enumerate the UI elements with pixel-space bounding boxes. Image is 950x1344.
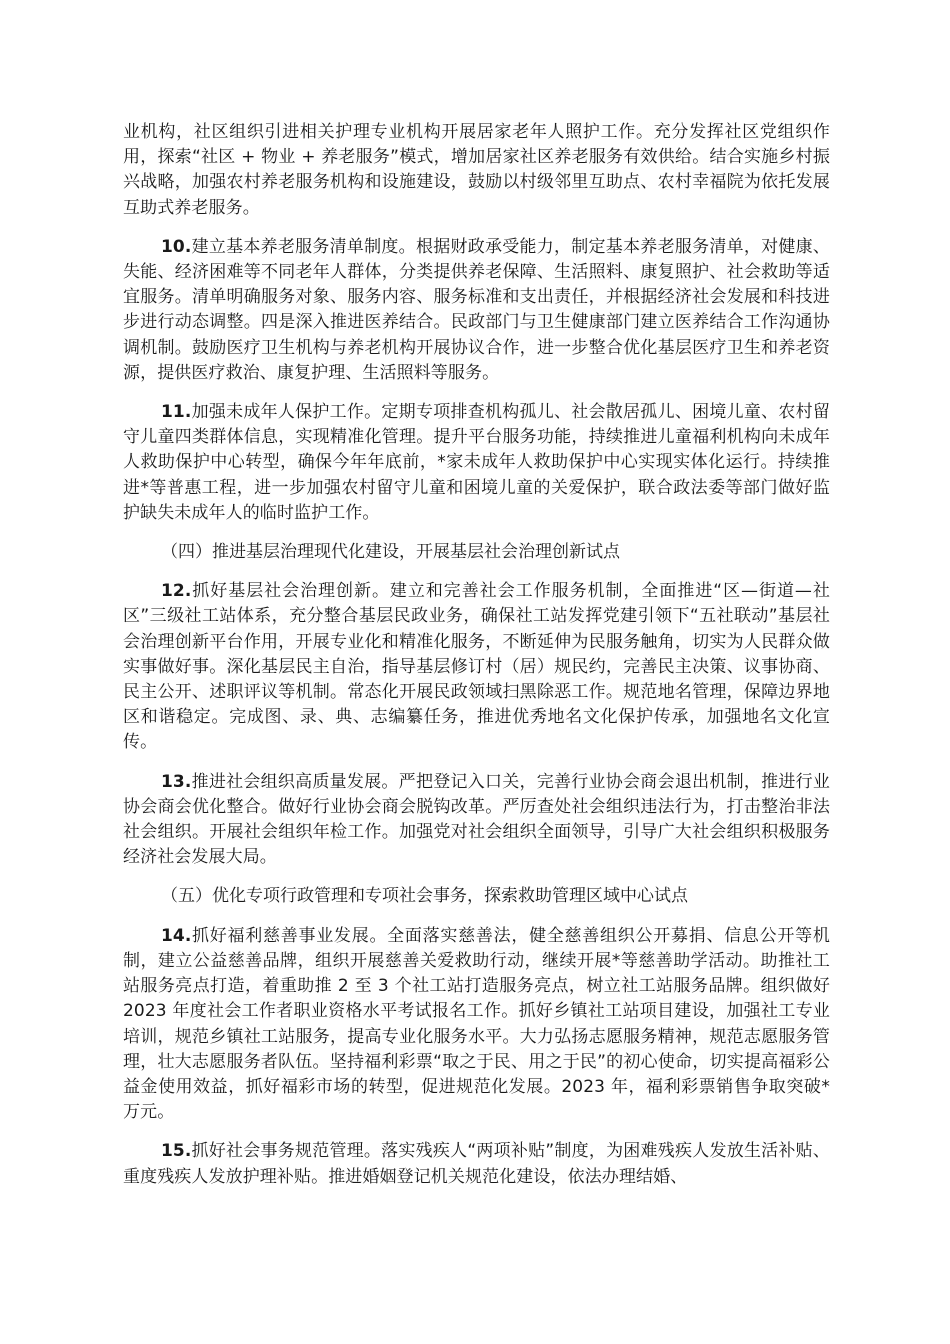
item-number: 14. xyxy=(161,925,192,946)
item-number: 12. xyxy=(161,581,192,602)
item-number: 11. xyxy=(161,402,192,423)
paragraph-item-15 xyxy=(123,1139,830,1189)
paragraph-item-13 xyxy=(123,770,830,871)
item-number: 13. xyxy=(161,771,192,792)
heading-text: （四）推进基层治理现代化建设，开展基层社会治理创新试点 xyxy=(161,542,620,563)
document-body xyxy=(123,120,830,1204)
heading-text: （五）优化专项行政管理和专项社会事务，探索救助管理区域中心试点 xyxy=(161,886,688,907)
item-number: 15. xyxy=(161,1141,192,1162)
paragraph-text: 业机构，社区组织引进相关护理专业机构开展居家老年人照护工作。充分发挥社区党组织作用，探索“社区 + 物业 + 养老服务”模式，增加居家社区养老服务有效供给。结合实施乡村振兴战略，加强农村养老服务机构和设施建设，鼓励以村级邻里互助点、农村幸福院为依托发展互助式养老服务。 xyxy=(123,122,830,218)
paragraph-text: 抓好基层社会治理创新。建立和完善社会工作服务机制，全面推进“区—街道—社区”三级社工站体系，充分整合基层民政业务，确保社工站发挥党建引领下“五社联动”基层社会治理创新平台作用，开展专业化和精准化服务，不断延伸为民服务触角，切实为人民群众做实事做好事。深化基层民主自治，指导基层修订村（居）规民约，完善民主决策、议事协商、民主公开、述职评议等机制。常态化开展民政领域扫黑除恶工作。规范地名管理，保障边界地区和谐稳定。完成图、录、典、志编纂任务，推进优秀地名文化保护传承，加强地名文化宣传。 xyxy=(123,581,830,753)
paragraph-item-14 xyxy=(123,924,830,1126)
paragraph-item-10 xyxy=(123,235,830,386)
item-number: 10. xyxy=(161,236,192,257)
paragraph-item-11 xyxy=(123,400,830,526)
paragraph-text: 推进社会组织高质量发展。严把登记入口关，完善行业协会商会退出机制，推进行业协会商会优化整合。做好行业协会商会脱钩改革。严厉查处社会组织违法行为，打击整治非法社会组织。开展社会组织年检工作。加强党对社会组织全面领导，引导广大社会组织积极服务经济社会发展大局。 xyxy=(123,771,830,868)
paragraph-text: 建立基本养老服务清单制度。根据财政承受能力，制定基本养老服务清单，对健康、失能、经济困难等不同老年人群体，分类提供养老保障、生活照料、康复照护、社会救助等适宜服务。清单明确服务对象、服务内容、服务标准和支出责任，并根据经济社会发展和科技进步进行动态调整。四是深入推进医养结合。民政部门与卫生健康部门建立医养结合工作沟通协调机制。鼓励医疗卫生机构与养老机构开展协议合作，进一步整合优化基层医疗卫生和养老资源，提供医疗救治、康复护理、生活照料等服务。 xyxy=(123,236,830,383)
section-heading-5 xyxy=(123,884,830,909)
paragraph-continuation xyxy=(123,120,830,221)
paragraph-text: 抓好社会事务规范管理。落实残疾人“两项补贴”制度，为困难残疾人发放生活补贴、重度残疾人发放护理补贴。推进婚姻登记机关规范化建设，依法办理结婚、 xyxy=(123,1141,830,1187)
paragraph-text: 加强未成年人保护工作。定期专项排查机构孤儿、社会散居孤儿、困境儿童、农村留守儿童四类群体信息，实现精准化管理。提升平台服务功能，持续推进儿童福利机构向未成年人救助保护中心转型，确保今年年底前，*家未成年人救助保护中心实现实体化运行。持续推进*等普惠工程，进一步加强农村留守儿童和困境儿童的关爱保护，联合政法委等部门做好监护缺失未成年人的临时监护工作。 xyxy=(123,402,830,523)
section-heading-4 xyxy=(123,540,830,565)
paragraph-item-12 xyxy=(123,579,830,755)
paragraph-text: 抓好福利慈善事业发展。全面落实慈善法，健全慈善组织公开募捐、信息公开等机制，建立公益慈善品牌，组织开展慈善关爱救助行动，继续开展*等慈善助学活动。助推社工站服务亮点打造，着重助推 2 至 3 个社工站打造服务亮点，树立社工站服务品牌。组织做好 2023 年度社会工作者职业资格水平考试报名工作。抓好乡镇社工站项目建设，加强社工专业培训，规范乡镇社工站服务，提高专业化服务水平。大力弘扬志愿服务精神，规范志愿服务管理，壮大志愿服务者队伍。坚持福利彩票“取之于民、用之于民”的初心使命，切实提高福彩公益金使用效益，抓好福彩市场的转型，促进规范化发展。2023 年，福利彩票销售争取突破*万元。 xyxy=(123,925,830,1123)
